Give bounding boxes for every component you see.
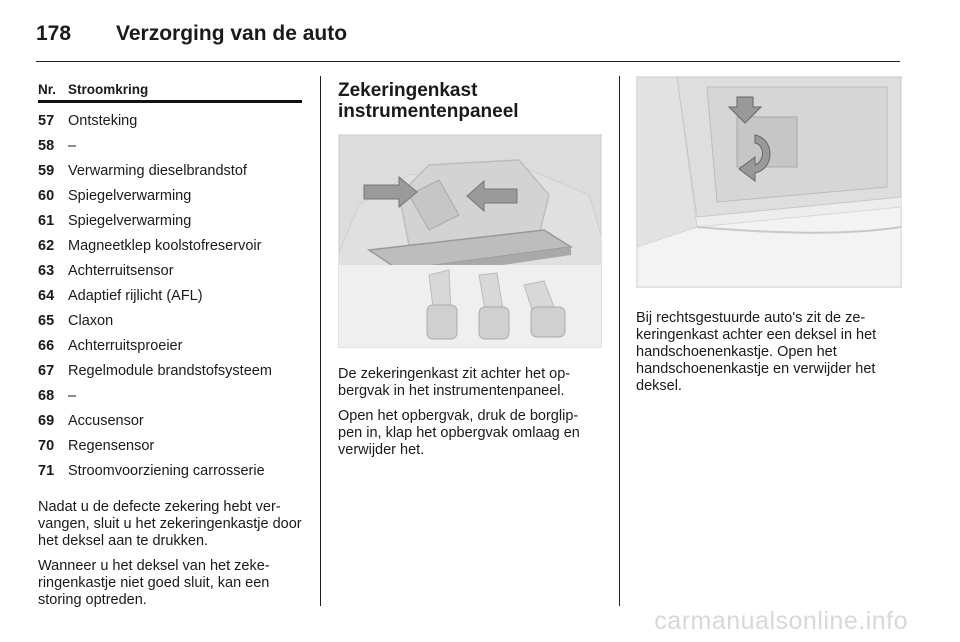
fuse-number: 60 (38, 188, 55, 204)
figure-instrument-panel-storage (338, 134, 602, 348)
table-row (38, 304, 302, 329)
fuse-number: 66 (38, 338, 55, 354)
paragraph: Nadat u de defecte zekering hebt ver-vangen, sluit u het zekeringenkastje door het deksel aan te drukken. (38, 499, 302, 549)
circuit-name: Adaptief rijlicht (AFL) (68, 288, 203, 304)
circuit-name: Verwarming dieselbrandstof (68, 163, 247, 179)
column-3 (636, 76, 902, 403)
header-divider (36, 61, 900, 62)
fuse-number: 57 (38, 113, 55, 129)
table-row (38, 154, 302, 179)
circuit-name: Stroomvoorziening carrosserie (68, 463, 265, 479)
circuit-name: Achterruitsproeier (68, 338, 183, 354)
fuse-number: 62 (38, 238, 55, 254)
circuit-name: Spiegelverwarming (68, 213, 192, 229)
circuit-name: Ontsteking (68, 113, 138, 129)
fuse-number: 71 (38, 463, 55, 479)
column-divider-1 (320, 76, 321, 606)
fuse-number: 58 (38, 138, 55, 154)
circuit-name: – (68, 388, 77, 404)
column-divider-2 (619, 76, 620, 606)
section-heading-line-1: Zekeringenkast (338, 80, 478, 101)
table-row (38, 379, 302, 404)
circuit-name: Magneetklep koolstofreservoir (68, 238, 262, 254)
page-header (36, 14, 347, 54)
section-heading (338, 80, 602, 122)
table-row (38, 404, 302, 429)
page-number: 178 (36, 22, 72, 45)
circuit-name: Regensensor (68, 438, 155, 454)
table-row (38, 129, 302, 154)
fuse-number: 63 (38, 263, 55, 279)
circuit-name: Claxon (68, 313, 114, 329)
instrument-panel-illustration (339, 135, 601, 347)
table-row (38, 179, 302, 204)
page-title: Verzorging van de auto (116, 22, 348, 45)
fuse-number: 69 (38, 413, 55, 429)
table-row (38, 279, 302, 304)
paragraph: Open het opbergvak, druk de borglip-pen in, klap het opbergvak omlaag en verwijder het. (338, 408, 580, 458)
figure-glovebox-cover (636, 76, 902, 288)
column-2 (338, 76, 602, 467)
watermark: carmanualsonline.info (654, 607, 908, 635)
table-row (38, 254, 302, 279)
section-heading-line-2: instrumentenpaneel (338, 101, 519, 122)
fuse-number: 59 (38, 163, 55, 179)
paragraph: Bij rechtsgestuurde auto's zit de ze-keringenkast achter een deksel in het handschoenenkastje. Open het handschoenenkastje en verwijder het deksel. (636, 310, 877, 394)
table-row (38, 429, 302, 454)
circuit-name: Achterruitsensor (68, 263, 174, 279)
circuit-name: Accusensor (68, 413, 144, 429)
table-row (38, 104, 302, 129)
fuse-number: 65 (38, 313, 55, 329)
table-row (38, 329, 302, 354)
header-nr: Nr. (38, 82, 57, 97)
fuse-table-body (38, 103, 302, 479)
column-1 (38, 76, 302, 617)
header-circuit: Stroomkring (68, 82, 149, 97)
circuit-name: – (68, 138, 77, 154)
table-row (38, 229, 302, 254)
col1-text (38, 499, 302, 609)
fuse-number: 61 (38, 213, 55, 229)
circuit-name: Spiegelverwarming (68, 188, 192, 204)
fuse-table-header (38, 76, 302, 103)
circuit-name: Regelmodule brandstofsysteem (68, 363, 272, 379)
table-row (38, 354, 302, 379)
fuse-number: 64 (38, 288, 55, 304)
fuse-number: 67 (38, 363, 55, 379)
paragraph: De zekeringenkast zit achter het op-bergvak in het instrumentenpaneel. (338, 366, 571, 399)
paragraph: Wanneer u het deksel van het zeke-ringenkastje niet goed sluit, kan een storing optreden. (38, 558, 270, 608)
table-row (38, 454, 302, 479)
table-row (38, 204, 302, 229)
fuse-number: 68 (38, 388, 55, 404)
glovebox-illustration (637, 77, 901, 287)
fuse-number: 70 (38, 438, 55, 454)
